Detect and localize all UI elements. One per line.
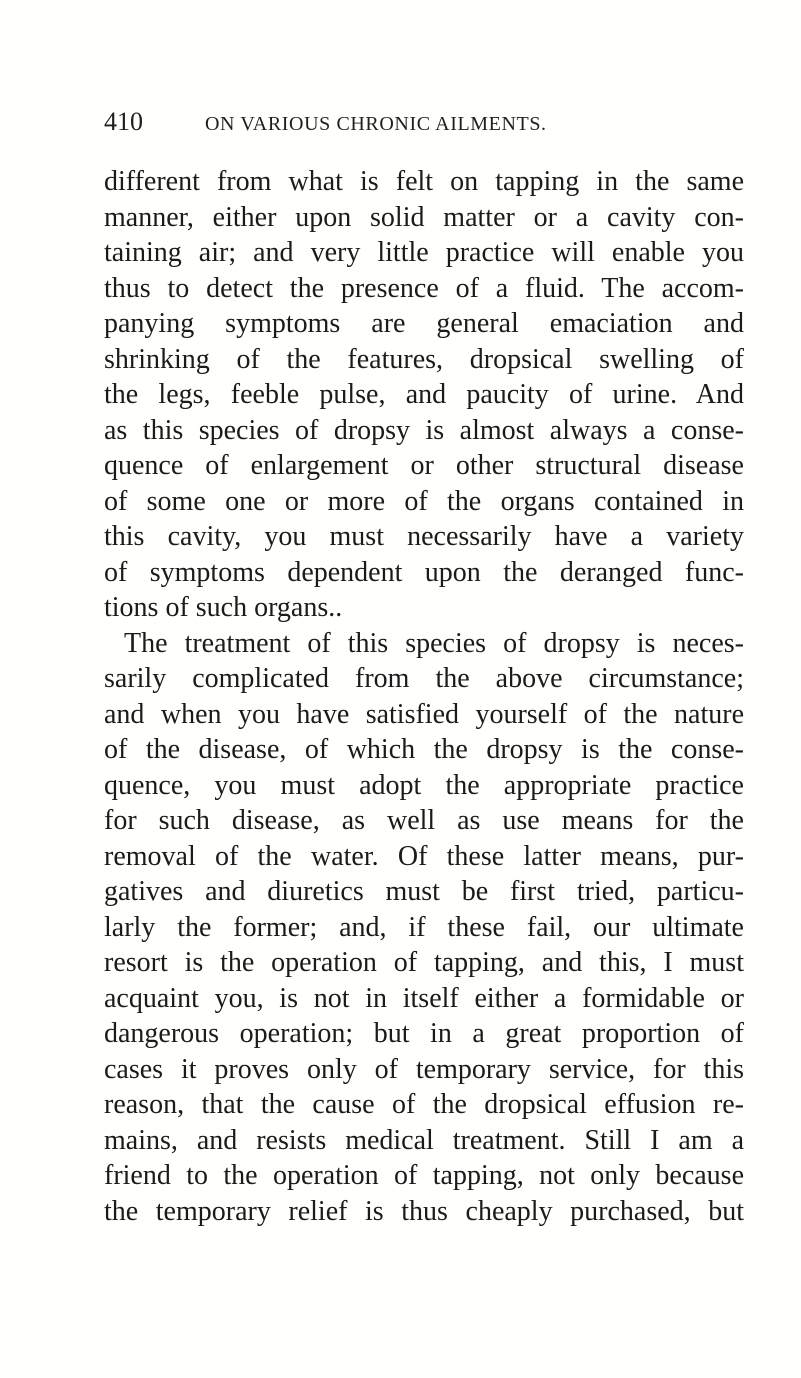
text-line: larly the former; and, if these fail, our ultimate <box>104 911 744 943</box>
body-text <box>104 164 744 1229</box>
text-line: sarily complicated from the above circumstance; <box>104 663 744 694</box>
text-line: dangerous operation; but in a great proportion of <box>104 1018 744 1049</box>
page-header <box>104 102 724 142</box>
text-line: shrinking of the features, dropsical swelling of <box>104 343 744 375</box>
text-line: quence, you must adopt the appropriate practice <box>104 769 744 801</box>
text-line: the temporary relief is thus cheaply purchased, but <box>104 1195 744 1227</box>
text-line: manner, either upon solid matter or a cavity con- <box>104 201 744 233</box>
text-line: of the disease, of which the dropsy is the conse- <box>104 734 744 765</box>
text-line: removal of the water. Of these latter means, pur- <box>104 840 744 872</box>
text-line: as this species of dropsy is almost always a conse- <box>104 414 744 446</box>
text-line: taining air; and very little practice will enable you <box>104 237 744 268</box>
text-line: for such disease, as well as use means for the <box>104 805 744 836</box>
page-number: 410 <box>104 107 143 136</box>
running-head: ON VARIOUS CHRONIC AILMENTS. <box>205 113 547 135</box>
text-line: acquaint you, is not in itself either a formidable or <box>104 982 744 1014</box>
text-line: gatives and diuretics must be first tried, particu- <box>104 876 744 907</box>
text-line: and when you have satisfied yourself of the nature <box>104 698 744 730</box>
text-line: of some one or more of the organs contained in <box>104 485 744 517</box>
text-line-paragraph-end: tions of such organs.. <box>104 592 343 623</box>
text-line-paragraph-start: The treatment of this species of dropsy is neces- <box>124 627 744 659</box>
text-line: mains, and resists medical treatment. Still I am a <box>104 1124 744 1156</box>
text-line: this cavity, you must necessarily have a variety <box>104 521 744 552</box>
text-line: panying symptoms are general emaciation and <box>104 308 744 339</box>
text-line: of symptoms dependent upon the deranged func- <box>104 556 744 588</box>
text-line: thus to detect the presence of a fluid. The accom- <box>104 272 744 304</box>
text-line: reason, that the cause of the dropsical effusion re- <box>104 1089 744 1120</box>
text-line: resort is the operation of tapping, and this, I must <box>104 947 744 978</box>
text-line: cases it proves only of temporary service, for this <box>104 1053 744 1085</box>
text-line: friend to the operation of tapping, not only because <box>104 1160 744 1191</box>
text-line: different from what is felt on tapping in the same <box>104 166 744 197</box>
text-line: quence of enlargement or other structural disease <box>104 450 744 481</box>
text-line: the legs, feeble pulse, and paucity of urine. And <box>104 379 744 410</box>
